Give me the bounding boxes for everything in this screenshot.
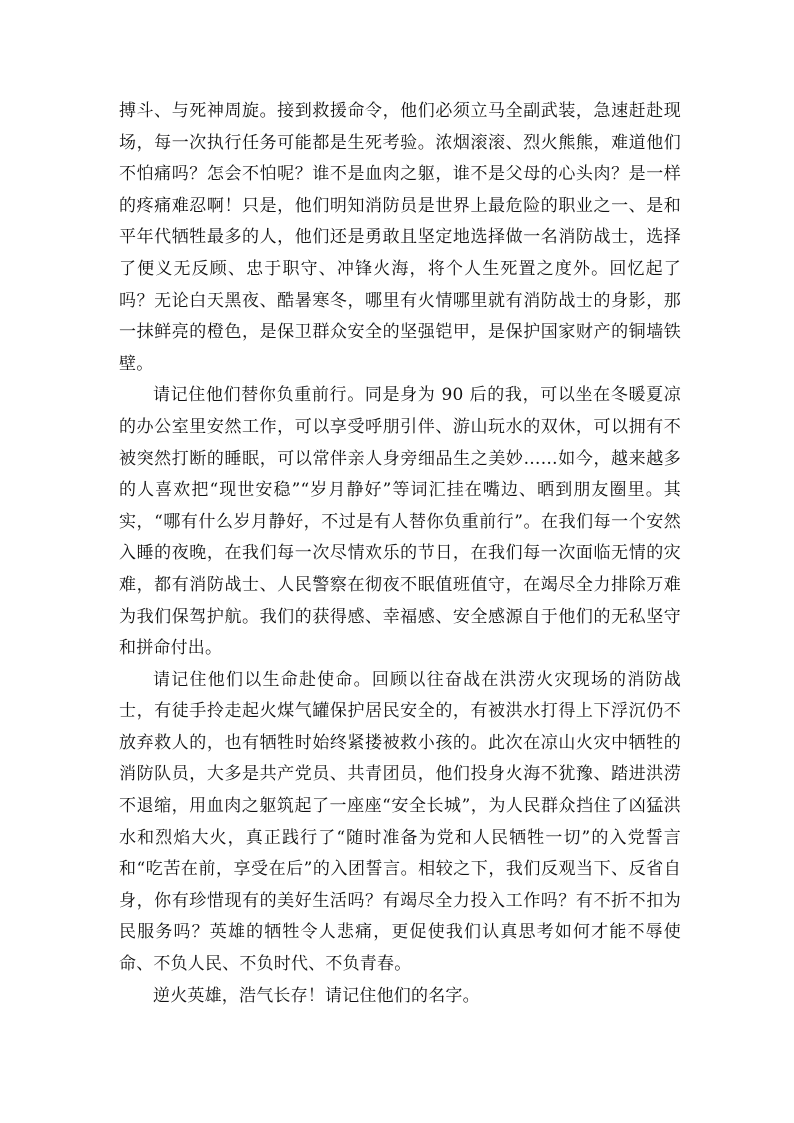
paragraph-burden: 请记住他们替你负重前行。同是身为 90 后的我，可以坐在冬暖夏凉的办公室里安然工作，可以享受呼朋引伴、游山玩水的双休，可以拥有不被突然打断的睡眠，可以常伴亲人身旁细品生之美妙……如今，越来越多的人喜欢把“现世安稳”“岁月静好”等词汇挂在嘴边、晒到朋友圈里。其实，“哪有什么岁月静好，不过是有人替你负重前行”。在我们每一个安然入睡的夜晚，在我们每一次尽情欢乐的节日，在我们每一次面临无情的灾难，都有消防战士、人民警察在彻夜不眠值班值守，在竭尽全力排除万难为我们保驾护航。我们的获得感、幸福感、安全感源自于他们的无私坚守和拼命付出。 xyxy=(119,385,681,659)
paragraph-closing: 逆火英雄，浩气长存！请记住他们的名字。 xyxy=(153,985,480,1006)
paragraph-sacrifice: 请记住他们以生命赴使命。回顾以往奋战在洪涝火灾现场的消防战士，有徒手拎走起火煤气罐保护居民安全的，有被洪水打得上下浮沉仍不放弃救人的，也有牺牲时始终紧搂被救小孩的。此次在凉山火灾中牺牲的消防队员，大多是共产党员、共青团员，他们投身火海不犹豫、踏进洪涝不退缩，用血肉之躯筑起了一座座“安全长城”，为人民群众挡住了凶猛洪水和烈焰大火，真正践行了“随时准备为党和人民牺牲一切”的入党誓言和“吃苦在前，享受在后”的入团誓言。相较之下，我们反观当下、反省自身，你有珍惜现有的美好生活吗？有竭尽全力投入工作吗？有不折不扣为民服务吗？英雄的牺牲令人悲痛，更促使我们认真思考如何才能不辱使命、不负人民、不负时代、不负青春。 xyxy=(119,669,681,975)
paragraph-continued: 搏斗、与死神周旋。接到救援命令，他们必须立马全副武装，急速赶赴现场，每一次执行任务可能都是生死考验。浓烟滚滚、烈火熊熊，难道他们不怕痛吗？怎会不怕呢？谁不是血肉之躯，谁不是父母的心头肉？是一样的疼痛难忍啊！只是，他们明知消防员是世界上最危险的职业之一、是和平年代牺牲最多的人，他们还是勇敢且坚定地选择做一名消防战士，选择了便义无反顾、忠于职守、冲锋火海，将个人生死置之度外。回忆起了吗？无论白天黑夜、酷暑寒冬，哪里有火情哪里就有消防战士的身影，那一抹鲜亮的橙色，是保卫群众安全的坚强铠甲，是保护国家财产的铜墙铁壁。 xyxy=(119,101,681,374)
document-body xyxy=(119,96,681,1012)
